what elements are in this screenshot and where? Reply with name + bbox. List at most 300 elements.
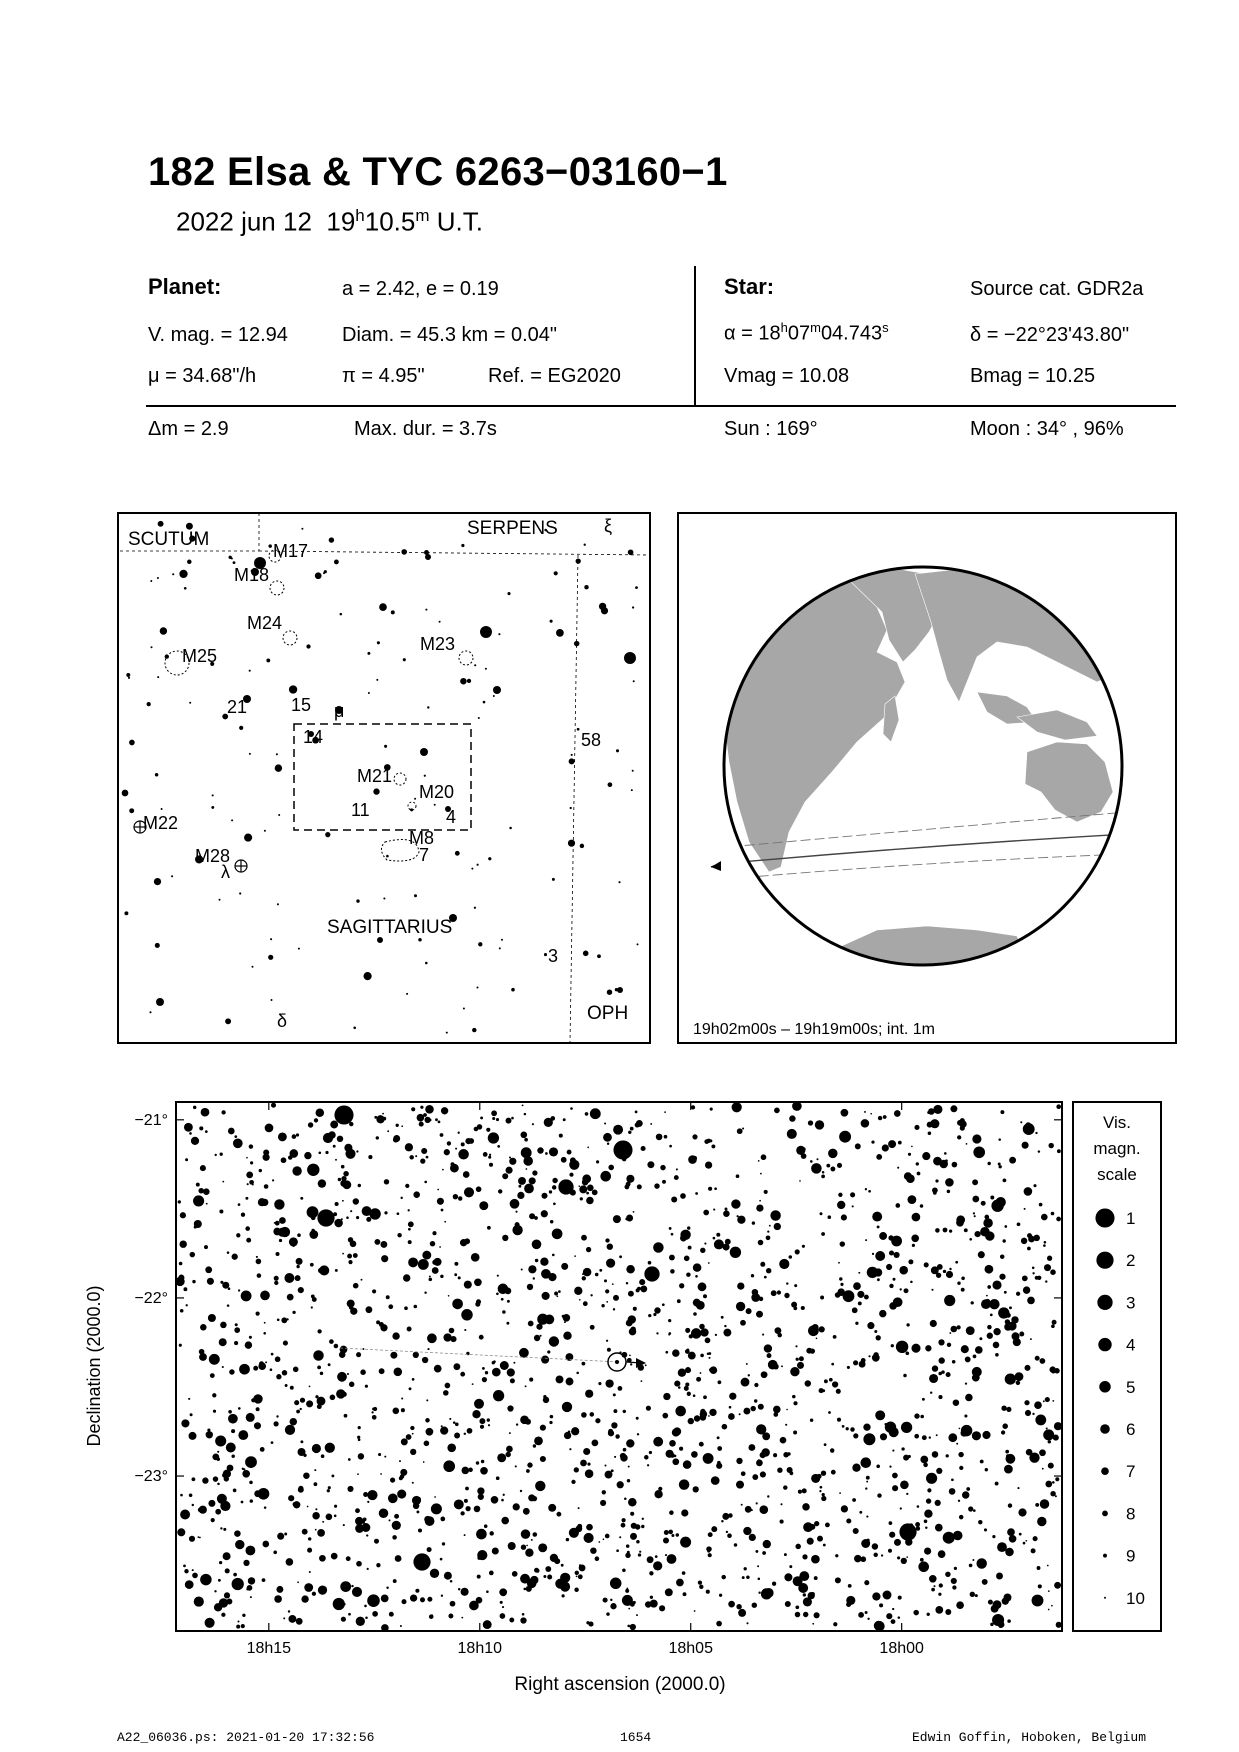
field-star [626, 1544, 630, 1548]
field-star [243, 1560, 249, 1566]
field-star [991, 1605, 999, 1613]
field-star [492, 1361, 495, 1364]
field-star [669, 1510, 674, 1515]
field-star [534, 1335, 540, 1341]
field-star [304, 1152, 311, 1159]
field-star [550, 1220, 553, 1223]
field-star [461, 1588, 469, 1596]
field-star [810, 1418, 813, 1421]
field-star [452, 1299, 463, 1310]
field-star [922, 1435, 927, 1440]
field-star [628, 1466, 630, 1468]
field-star [786, 1282, 788, 1284]
field-star [677, 1299, 681, 1303]
field-star [939, 1583, 943, 1587]
field-star [358, 1426, 361, 1429]
label-mu: μ [334, 701, 345, 721]
legend-mag-label: 5 [1126, 1377, 1136, 1397]
field-star [1006, 1454, 1010, 1458]
field-star [846, 1427, 849, 1430]
field-star [846, 1518, 851, 1523]
field-star [368, 1155, 372, 1159]
field-star [1025, 1410, 1031, 1416]
finder-star [377, 641, 380, 644]
field-star [177, 1528, 185, 1536]
field-star [464, 1433, 466, 1435]
field-star [746, 1308, 752, 1314]
finder-star [501, 939, 503, 941]
field-star [816, 1158, 818, 1160]
field-star [541, 1210, 548, 1217]
field-star [420, 1597, 425, 1602]
field-star [968, 1506, 973, 1511]
field-star [486, 1128, 490, 1132]
field-star [867, 1322, 874, 1329]
field-star [1004, 1465, 1013, 1474]
field-star [842, 1425, 845, 1428]
field-star [418, 1259, 429, 1270]
field-star [737, 1282, 744, 1289]
field-star [852, 1498, 856, 1502]
field-star [795, 1605, 799, 1609]
field-star [787, 1129, 797, 1139]
field-star [233, 1573, 237, 1577]
field-star [353, 1253, 358, 1258]
field-star [580, 1460, 587, 1467]
time-standard: U.T. [436, 206, 483, 237]
field-star [826, 1164, 830, 1168]
field-star [744, 1567, 747, 1570]
field-star [894, 1252, 900, 1258]
field-star [947, 1190, 951, 1194]
field-star [238, 1203, 241, 1206]
field-star [199, 1126, 203, 1130]
field-star [924, 1510, 932, 1518]
field-star [772, 1582, 776, 1586]
field-star [180, 1309, 184, 1313]
field-star [1039, 1449, 1046, 1456]
field-star [914, 1434, 919, 1439]
field-star [700, 1372, 702, 1374]
field-star [489, 1531, 493, 1535]
field-star [245, 1546, 255, 1556]
field-star [274, 1595, 282, 1603]
field-star [1054, 1582, 1061, 1589]
field-star [1005, 1450, 1009, 1454]
field-star [184, 1123, 193, 1132]
field-star [504, 1590, 507, 1593]
field-star [984, 1528, 987, 1531]
field-star [376, 1320, 380, 1324]
field-star [249, 1144, 253, 1148]
field-star [598, 1541, 600, 1543]
field-star [821, 1175, 825, 1179]
field-star [986, 1295, 988, 1297]
field-star [877, 1278, 880, 1281]
field-star [345, 1149, 355, 1159]
field-star [1039, 1203, 1043, 1207]
field-star [949, 1229, 952, 1232]
field-star [888, 1140, 896, 1148]
field-star [861, 1457, 872, 1468]
field-star [357, 1473, 359, 1475]
field-star [741, 1471, 746, 1476]
field-star [533, 1532, 538, 1537]
field-star [924, 1520, 928, 1524]
field-star [517, 1192, 524, 1199]
field-star [811, 1163, 822, 1174]
legend-dot [1102, 1511, 1108, 1517]
field-star [758, 1404, 764, 1410]
field-star [297, 1581, 299, 1583]
field-star [235, 1540, 244, 1549]
field-star [683, 1460, 692, 1469]
field-star [364, 1605, 367, 1608]
field-star [892, 1485, 898, 1491]
field-star [220, 1527, 222, 1529]
field-star [693, 1299, 701, 1307]
field-star [545, 1315, 555, 1325]
field-star [736, 1302, 745, 1311]
field-star [314, 1118, 318, 1122]
field-star [342, 1200, 344, 1202]
field-star [277, 1533, 284, 1540]
field-star [865, 1239, 867, 1241]
field-star [930, 1391, 932, 1393]
field-star [183, 1287, 187, 1291]
field-star [713, 1209, 715, 1211]
field-star [188, 1398, 190, 1400]
field-star [1006, 1313, 1011, 1318]
field-star [773, 1412, 778, 1417]
field-star [600, 1500, 606, 1506]
field-star [307, 1164, 319, 1176]
field-star [1023, 1123, 1035, 1135]
field-star [401, 1438, 408, 1445]
field-star [180, 1212, 186, 1218]
field-star [792, 1101, 802, 1111]
field-star [300, 1408, 302, 1410]
field-star [545, 1152, 548, 1155]
field-star [920, 1558, 924, 1562]
field-star [454, 1273, 457, 1276]
field-star [583, 1268, 592, 1277]
finder-star-bright [624, 652, 636, 664]
finder-star [467, 679, 471, 683]
finder-star [391, 610, 395, 614]
field-star [892, 1450, 894, 1452]
field-star [571, 1427, 579, 1435]
field-star [189, 1132, 192, 1135]
field-star [441, 1107, 448, 1114]
field-star [250, 1499, 253, 1502]
field-star [790, 1471, 794, 1475]
finder-star [157, 676, 159, 678]
field-star [754, 1383, 758, 1387]
field-star [496, 1293, 499, 1296]
field-star [1027, 1247, 1031, 1251]
field-star [413, 1352, 419, 1358]
field-star [326, 1513, 333, 1520]
field-star [293, 1367, 299, 1373]
legend-dot [1098, 1338, 1111, 1351]
field-star [876, 1154, 882, 1160]
field-star [647, 1161, 654, 1168]
field-star [431, 1503, 442, 1514]
field-star [801, 1306, 805, 1310]
legend-dot [1100, 1424, 1110, 1434]
field-star [350, 1308, 357, 1315]
field-star [472, 1410, 480, 1418]
field-star [410, 1426, 414, 1430]
field-star [808, 1120, 813, 1125]
field-star [213, 1410, 216, 1413]
field-star [241, 1624, 245, 1628]
field-star [624, 1497, 627, 1500]
field-star [486, 1590, 489, 1593]
field-star [683, 1592, 687, 1596]
field-star [905, 1351, 909, 1355]
field-star [943, 1228, 948, 1233]
field-star [272, 1179, 274, 1181]
field-star [721, 1520, 723, 1522]
field-star [949, 1489, 953, 1493]
field-star [390, 1478, 395, 1483]
finder-star [363, 972, 371, 980]
field-star [799, 1180, 801, 1182]
field-star [938, 1550, 946, 1558]
field-star [564, 1432, 571, 1439]
field-star [607, 1348, 611, 1352]
field-star [903, 1374, 907, 1378]
field-star [430, 1569, 439, 1578]
field-star [528, 1265, 536, 1273]
field-star [474, 1506, 481, 1513]
label-m20: M20 [419, 782, 455, 802]
field-star [521, 1268, 523, 1270]
field-star [489, 1163, 493, 1167]
field-star [569, 1173, 573, 1177]
field-star [482, 1367, 485, 1370]
field-star [239, 1364, 250, 1375]
field-star [189, 1536, 195, 1542]
field-star [245, 1341, 252, 1348]
field-star [606, 1612, 609, 1615]
finder-star [172, 573, 174, 575]
field-star [205, 1618, 215, 1628]
field-star [576, 1372, 579, 1375]
field-star [1033, 1184, 1036, 1187]
field-star [489, 1154, 491, 1156]
field-star [664, 1111, 666, 1113]
finder-star [401, 549, 407, 555]
field-star [684, 1255, 690, 1261]
legend-mag-label: 1 [1126, 1209, 1136, 1228]
field-star [767, 1230, 769, 1232]
finder-star [324, 570, 327, 573]
finder-star [376, 679, 378, 681]
field-star [888, 1549, 892, 1553]
field-star [476, 1529, 487, 1540]
field-star [700, 1414, 707, 1421]
field-star [721, 1316, 724, 1319]
field-star [421, 1148, 427, 1154]
field-star [889, 1532, 895, 1538]
field-star [340, 1346, 348, 1354]
field-star [739, 1413, 741, 1415]
field-star [1024, 1187, 1033, 1196]
field-star [595, 1418, 600, 1423]
field-star [781, 1365, 783, 1367]
field-star [656, 1134, 663, 1141]
finder-star [225, 1018, 231, 1024]
finder-star [356, 899, 359, 902]
field-star [238, 1430, 248, 1440]
field-star [548, 1504, 556, 1512]
field-star [775, 1327, 782, 1334]
field-star [740, 1320, 746, 1326]
field-star [992, 1614, 1004, 1626]
field-star [521, 1529, 530, 1538]
field-star [356, 1216, 359, 1219]
field-star-bright [644, 1266, 659, 1281]
field-star [323, 1133, 333, 1143]
field-star [874, 1268, 882, 1276]
finder-star [406, 993, 408, 995]
finder-star [249, 753, 251, 755]
finder-star [266, 658, 270, 662]
field-star [1052, 1481, 1055, 1484]
field-star [427, 1547, 432, 1552]
field-star [1041, 1214, 1048, 1221]
field-star [1044, 1264, 1051, 1271]
field-star [569, 1528, 579, 1538]
field-star [413, 1191, 420, 1198]
field-star [842, 1217, 844, 1219]
field-star [536, 1324, 542, 1330]
field-star [681, 1509, 688, 1516]
field-star [207, 1278, 214, 1285]
field-star [178, 1275, 184, 1281]
field-star [1017, 1487, 1019, 1489]
field-star [699, 1585, 703, 1589]
field-star [350, 1241, 357, 1248]
field-star [417, 1114, 425, 1122]
field-star [758, 1459, 761, 1462]
field-star [858, 1612, 864, 1618]
field-star [757, 1565, 759, 1567]
field-star [212, 1393, 216, 1397]
field-star [799, 1571, 809, 1581]
field-star [241, 1213, 245, 1217]
field-star [616, 1549, 619, 1552]
field-star [984, 1215, 989, 1220]
field-star [784, 1293, 789, 1298]
field-star [372, 1611, 378, 1617]
field-star [603, 1538, 605, 1540]
finder-star [277, 903, 279, 905]
field-star [404, 1306, 408, 1310]
finder-star [128, 677, 130, 679]
field-star [440, 1275, 443, 1278]
field-star [393, 1137, 399, 1143]
field-star [872, 1253, 874, 1255]
field-star [426, 1428, 434, 1436]
field-star [633, 1601, 636, 1604]
finder-star [615, 988, 618, 991]
finder-star [160, 627, 167, 634]
field-star [450, 1601, 456, 1607]
field-star [527, 1462, 532, 1467]
field-star [629, 1354, 631, 1356]
field-star [334, 1344, 339, 1349]
field-star [556, 1375, 564, 1383]
field-star [232, 1578, 244, 1590]
field-star [426, 1156, 429, 1159]
field-star [641, 1525, 644, 1528]
finder-star [511, 988, 515, 992]
field-star [939, 1357, 945, 1363]
field-star [1003, 1179, 1007, 1183]
field-star [300, 1197, 303, 1200]
field-star [448, 1614, 453, 1619]
finder-star-bright [493, 686, 501, 694]
field-star [319, 1265, 329, 1275]
label-14: 14 [303, 727, 324, 747]
field-star [211, 1518, 215, 1522]
field-star [397, 1233, 401, 1237]
field-star [639, 1551, 641, 1553]
field-star [663, 1537, 669, 1543]
field-star [997, 1542, 1007, 1552]
field-star [762, 1334, 764, 1336]
field-star [965, 1394, 973, 1402]
field-star [779, 1259, 789, 1269]
field-star [340, 1180, 347, 1187]
field-star [556, 1295, 558, 1297]
field-star [714, 1187, 717, 1190]
field-star [853, 1433, 858, 1438]
field-star [1024, 1400, 1029, 1405]
field-star [356, 1150, 358, 1152]
field-star [660, 1165, 665, 1170]
field-star [639, 1279, 645, 1285]
finder-star [424, 550, 429, 555]
field-star [619, 1255, 622, 1258]
field-star [224, 1592, 230, 1598]
field-star [226, 1599, 232, 1605]
finder-star [434, 804, 436, 806]
label-m28: M28 [195, 846, 231, 866]
finder-star [334, 559, 339, 564]
field-star [1043, 1429, 1054, 1440]
field-star [427, 1348, 429, 1350]
field-star [762, 1432, 770, 1440]
field-star [687, 1226, 690, 1229]
field-star [411, 1107, 415, 1111]
field-star [777, 1467, 782, 1472]
field-star [257, 1273, 262, 1278]
field-star [974, 1215, 976, 1217]
field-star [1047, 1256, 1052, 1261]
field-star [543, 1575, 546, 1578]
field-star [488, 1424, 490, 1426]
field-star [706, 1546, 712, 1552]
field-star [939, 1160, 948, 1169]
field-star [461, 1309, 472, 1320]
field-star [454, 1262, 458, 1266]
page-title: 182 Elsa & TYC 6263−03160−1 [148, 150, 728, 194]
